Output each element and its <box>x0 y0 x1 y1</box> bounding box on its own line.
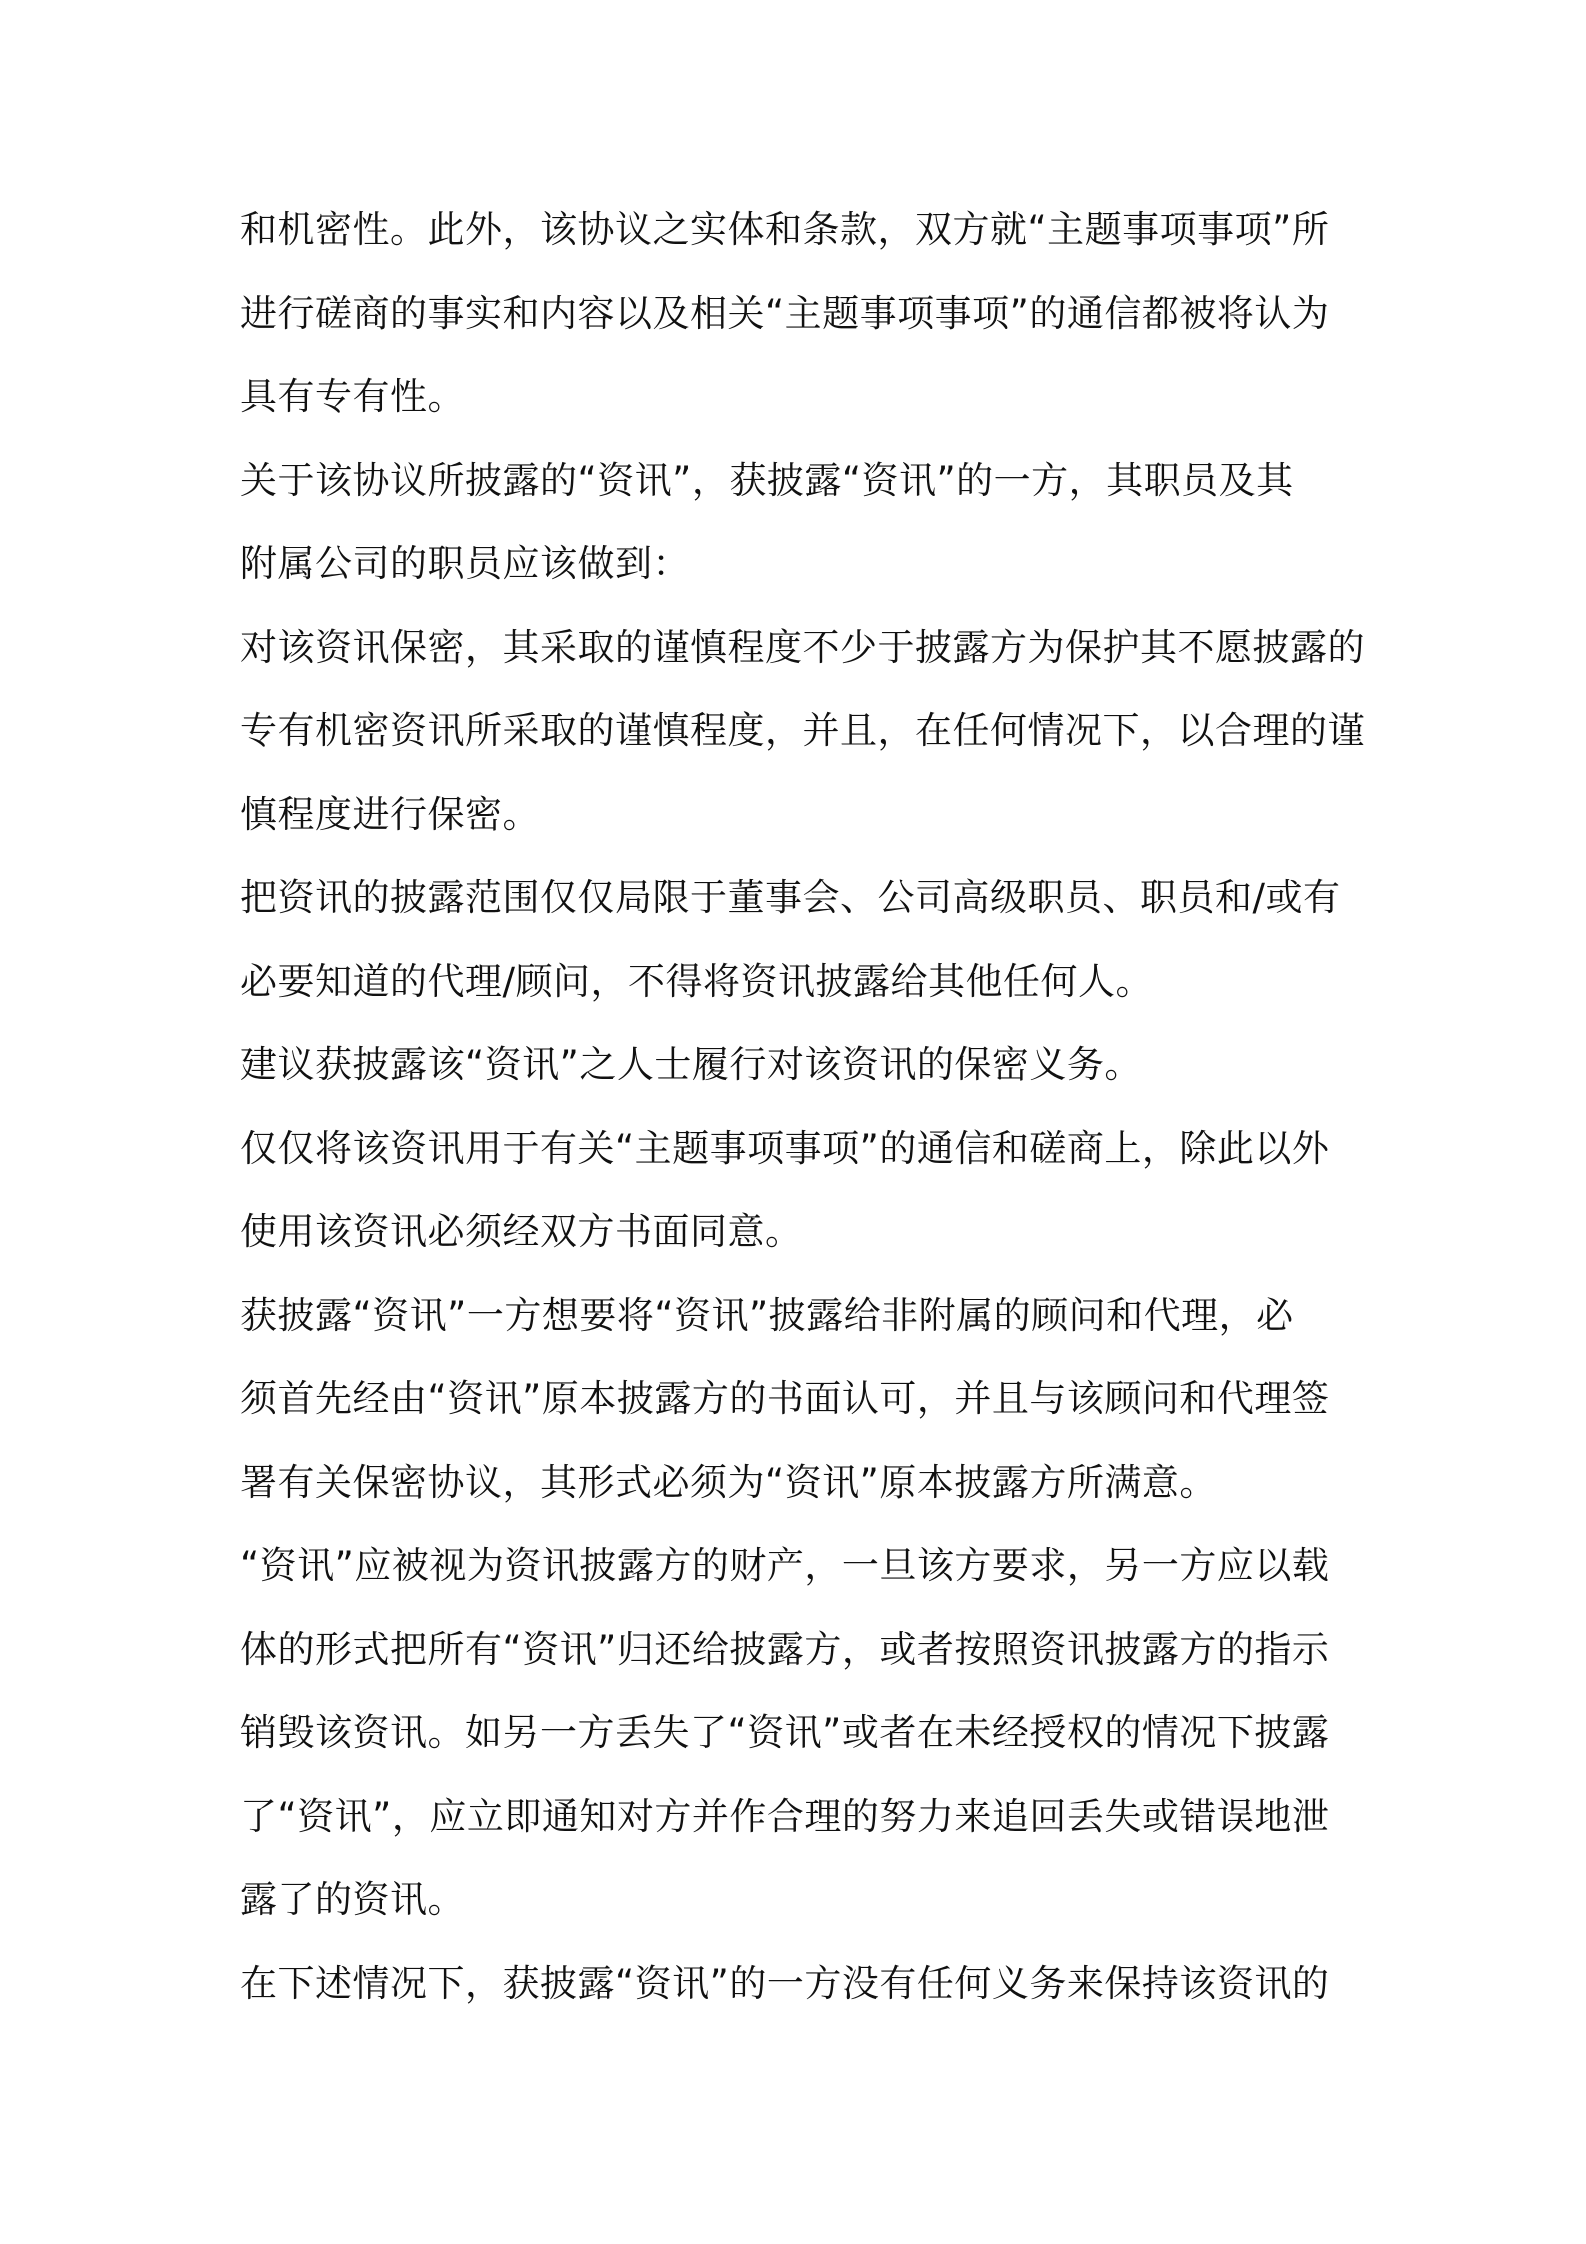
text-line: 具有专有性。 <box>240 375 465 418</box>
text-line: 和机密性。此外，该协议之实体和条款，双方就“主题事项事项”所 <box>240 208 1330 251</box>
text-line: 慎程度进行保密。 <box>240 792 540 836</box>
text-line: 建议获披露该“资讯”之人士履行对该资讯的保密义务。 <box>240 1043 1142 1086</box>
text-line: 把资讯的披露范围仅仅局限于董事会、公司高级职员、职员和/或有 <box>240 876 1341 919</box>
text-line: 体的形式把所有“资讯”归还给披露方，或者按照资讯披露方的指示 <box>240 1627 1330 1671</box>
text-line: 必要知道的代理/顾问，不得将资讯披露给其他任何人。 <box>240 959 1153 1003</box>
text-line: 仅仅将该资讯用于有关“主题事项事项”的通信和磋商上，除此以外 <box>240 1126 1330 1170</box>
text-line: 使用该资讯必须经双方书面同意。 <box>240 1210 803 1253</box>
text-line: 专有机密资讯所采取的谨慎程度，并且，在任何情况下，以合理的谨 <box>240 709 1365 752</box>
text-line: 对该资讯保密，其采取的谨慎程度不少于披露方为保护其不愿披露的 <box>240 625 1365 669</box>
text-line: 获披露“资讯”一方想要将“资讯”披露给非附属的顾问和代理，必 <box>240 1293 1294 1337</box>
text-line: 进行磋商的事实和内容以及相关“主题事项事项”的通信都被将认为 <box>240 291 1330 335</box>
text-line: 须首先经由“资讯”原本披露方的书面认可，并且与该顾问和代理签 <box>240 1377 1330 1420</box>
text-line: 附属公司的职员应该做到： <box>240 542 690 585</box>
text-line: 了“资讯”，应立即通知对方并作合理的努力来追回丢失或错误地泄 <box>240 1794 1330 1838</box>
text-line: “资讯”应被视为资讯披露方的财产，一旦该方要求，另一方应以载 <box>240 1544 1330 1587</box>
text-line: 署有关保密协议，其形式必须为“资讯”原本披露方所满意。 <box>240 1460 1217 1504</box>
text-line: 在下述情况下，获披露“资讯”的一方没有任何义务来保持该资讯的 <box>240 1961 1330 2005</box>
document-body <box>240 200 1365 2037</box>
text-line: 销毁该资讯。如另一方丢失了“资讯”或者在未经授权的情况下披露 <box>240 1711 1330 1754</box>
text-line: 露了的资讯。 <box>240 1878 465 1921</box>
text-line: 关于该协议所披露的“资讯”，获披露“资讯”的一方，其职员及其 <box>240 458 1294 502</box>
